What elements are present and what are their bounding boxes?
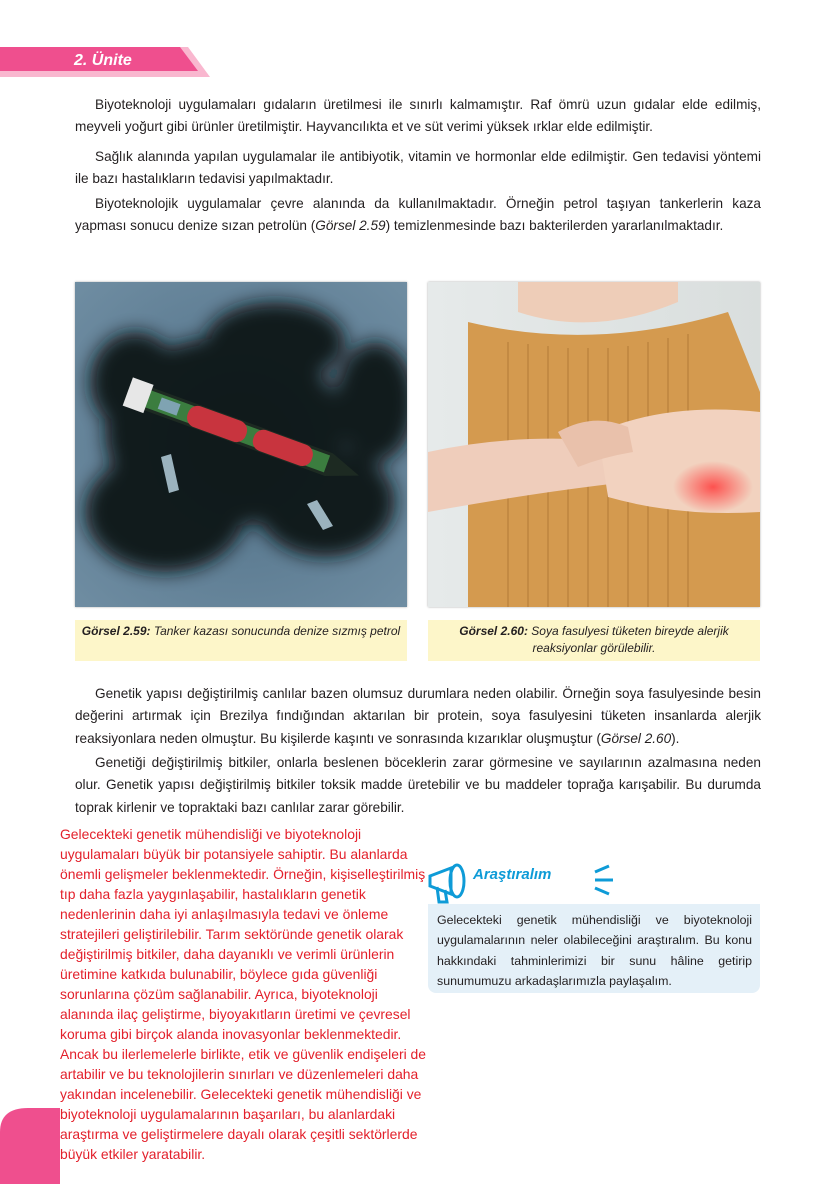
allergic-reaction-photo — [428, 282, 760, 607]
figure-label-2-59: Görsel 2.59: — [81, 624, 151, 638]
paragraph-health: Sağlık alanında yapılan uygulamalar ile antibiyotik, vitamin ve hormonlar elde edilmiştir. Gen tedavisi yöntemi ile bazı hastalıkların tedavisi yapılmaktadır. — [75, 149, 761, 187]
figure-ref-2-60: Görsel 2.60 — [600, 730, 672, 746]
research-box — [428, 904, 760, 993]
paragraph-food: Biyoteknoloji uygulamaları gıdaların üretilmesi ile sınırlı kalmamıştır. Raf ömrü uzun gıdalar elde edilmiş, meyveli yoğurt gibi ürünler üretilmiştir. Hayvancılıkta et ve süt verimi yüksek ırklar elde edilmiştir. — [75, 97, 761, 135]
tanker-oil-spill-photo — [75, 282, 407, 607]
future-genetics-text: Gelecekteki genetik mühendisliği ve biyoteknoloji uygulamaları büyük bir potansiyele sahiptir. Bu alanlarda önemli gelişmeler beklenmektedir. Örneğin, kişiselleştirilmiş tıp daha fazla yaygınlaşabilir, hastalıkların genetik nedenlerinin daha iyi anlaşılmasıyla tedavi ve önleme stratejileri geliştirilebilir. Tarım sektöründe genetik olarak değiştirilmiş bitkiler, daha dayanıklı ve verimli ürünlerin üretimine katkıda bulunabilir, böylece gıda güvenliği sorunlarına çözüm sağlanabilir. Ayrıca, biyoteknoloji alanında ilaç geliştirme, biyoyakıtların üretimi ve çevresel koruma gibi birçok alanda inovasyonlar beklenmektedir. Ancak bu ilerlemelerle birlikte, etik ve güvenlik endişeleri de artabilir ve bu teknolojilerin sınırları ve düzenlemeleri daha yakından incelenebilir. Gelecekteki genetik mühendisliği ve biyoteknoloji uygulamalarının başarıları, bu alanlardaki araştırma ve geliştirmelere dayalı olarak çeşitli sektörlerde büyük etkiler yaratabilir. — [60, 826, 426, 1162]
paragraph-gmo-allergy: Genetik yapısı değiştirilmiş canlılar bazen olumsuz durumlara neden olabilir. Örneğin soya fasulyesinde besin değerini artırmak için Brezilya fındığından aktarılan bir protein, soya fasulyesini tüketen insanlarda alerjik reaksiyonlara neden olmuştur. Bu kişilerde kaşıntı ve sonrasında kızarıklar oluşmuştur (Görsel 2.60). — [75, 686, 761, 746]
paragraph-environment: Biyoteknolojik uygulamalar çevre alanında da kullanılmaktadır. Örneğin petrol taşıyan tankerlerin kaza yapması sonucu denize sızan petrolün (Görsel 2.59) temizlenmesinde bazı bakterilerden yararlanılmaktadır. — [75, 196, 761, 234]
research-text: Gelecekteki genetik mühendisliği ve biyoteknoloji uygulamalarının neler olabileceğini araştıralım. Bu konu hakkındaki tahminlerimizi bir sunu hâline getirip sunumumuzu arkadaşlarımızla paylaşalım. — [437, 913, 752, 988]
paragraph-gmo-soil: Genetiği değiştirilmiş bitkiler, onlarla beslenen böceklerin zarar görmesine ve sayılarının azalmasına neden olur. Genetik yapısı değiştirilmiş bitkiler toksik madde üretebilir ve bu maddeler toprağa karışabilir. Bu durumda toprak kirlenir ve topraktaki bazı canlılar zarar görebilir. — [75, 755, 761, 815]
figure-caption-text-2-59: Tanker kazası sonucunda denize sızmış petrol — [153, 624, 401, 638]
research-title: Araştıralım — [473, 866, 552, 883]
figure-caption-text-2-60: Soya fasulyesi tüketen bireyde alerjik reaksiyonlar görülebilir. — [531, 624, 729, 655]
figure-caption-2-59 — [75, 620, 407, 661]
unit-title: 2. Ünite — [74, 52, 132, 69]
megaphone-icon — [430, 868, 451, 894]
figure-caption-2-60 — [428, 620, 760, 661]
figure-ref-2-59: Görsel 2.59 — [315, 218, 386, 234]
figure-label-2-60: Görsel 2.60: — [459, 624, 528, 638]
page-corner-decoration — [0, 1108, 60, 1184]
